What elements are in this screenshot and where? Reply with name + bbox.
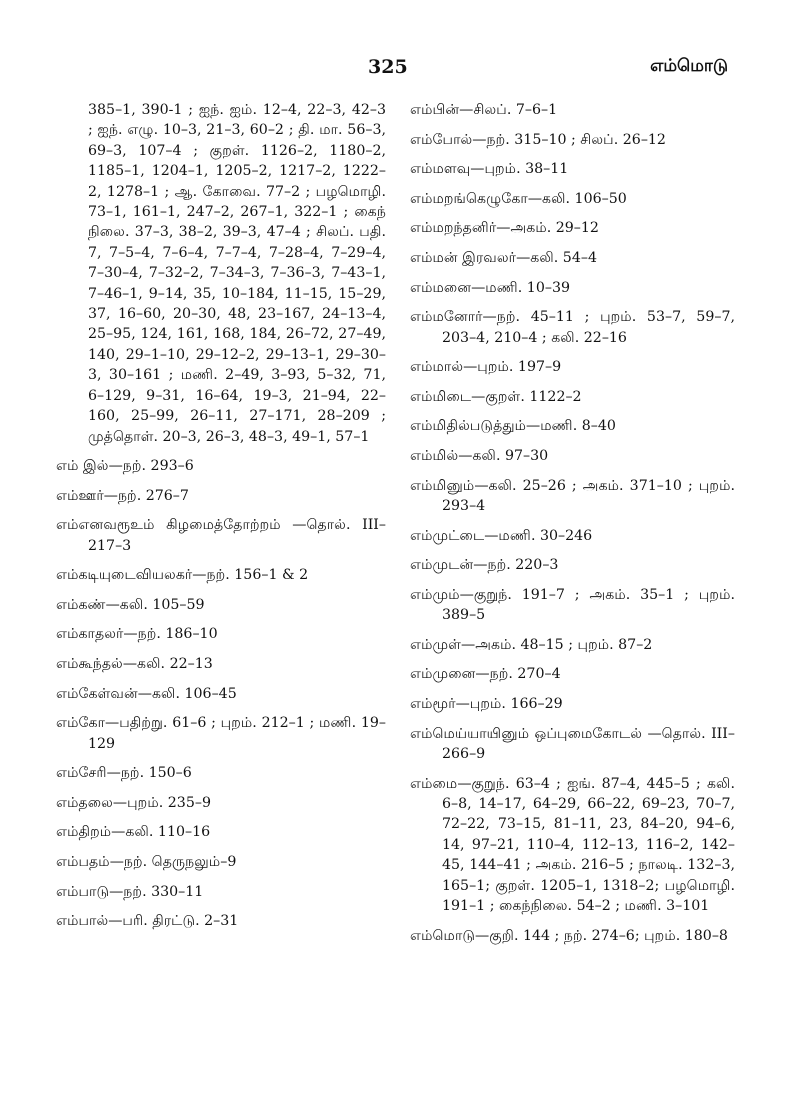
index-entry-continuation: 385–1, 390-1 ; ஐந். ஐம். 12–4, 22–3, 42–3 ; ஐந். எழு. 10–3, 21–3, 60–2 ; தி. மா. 56–3, 69–3, 107–4 ; குறள். 1126–2, 1180–2, 1185–1, 1204–1, 1205–2, 1217–2, 1222–2, 1278–1 ; ஆ. கோவை. 77–2 ; பழமொழி. 73–1, 161–1, 247–2, 267–1, 322–1 ; கைந் நிலை. 37–3, 38–2, 39–3, 47–4 ; சிலப். பதி. 7, 7–5–4, 7–6–4, 7–7–4, 7–28–4, 7–29–4, 7–30–4, 7–32–2, 7–34–3, 7–36–3, 7–43–1, 7–46–1, 9–14, 35, 10–184, 11–15, 15–29, 37, 16–60, 20–30, 48, 23–167, 24–13–4, 25–95, 124, 161, 168, 184, 26–72, 27–49, 140, 29–1–10, 29–12–2, 29–13–1, 29–30–3, 30–161 ; மணி. 2–49, 3–93, 5–32, 71, 6–129, 9–31, 16–64, 19–3, 21–94, 22–160, 25–99, 26–11, 27–171, 28–209 ; முத்தொள். 20–3, 26–3, 48–3, 49–1, 57–1 <box>88 102 386 445</box>
index-entry: எம்போல்—நற். 315–10 ; சிலப். 26–12 <box>410 131 666 148</box>
index-entry: எம்மால்—புறம். 197–9 <box>410 359 562 376</box>
index-entry: எம்மறங்கெழுகோ—கலி. 106–50 <box>410 190 627 207</box>
index-entry: எம்மன் இரவலர்—கலி. 54–4 <box>410 249 597 266</box>
index-entry: எம்ஊர்—நற். 276–7 <box>56 487 189 504</box>
index-entry: எம்முனை—நற். 270–4 <box>410 666 561 683</box>
index-entry: எம்திறம்—கலி. 110–16 <box>56 824 211 841</box>
index-entry: எம்முட்டை—மணி. 30–246 <box>410 527 593 544</box>
index-entry: எம்மளவு—புறம். 38–11 <box>410 161 569 178</box>
index-entry: எம்மெய்யாயினும் ஒப்புமைகோடல் —தொல். III–266–9 <box>410 725 735 762</box>
index-entry: எம்கடியுடைவியலகர்—நற். 156–1 & 2 <box>56 567 309 584</box>
running-head: எம்மொடு <box>650 56 728 76</box>
index-entry: எம்தலை—புறம். 235–9 <box>56 794 211 811</box>
index-entry: எம்மை—குறுந். 63–4 ; ஐங். 87–4, 445–5 ; கலி. 6–8, 14–17, 64–29, 66–22, 69–23, 70–7, 72–22, 73–15, 81–11, 23, 84–20, 94–6, 14, 97–21, 110–4, 112–13, 116–2, 142–45, 144–41 ; அகம். 216–5 ; நாலடி. 132–3, 165–1; குறள். 1205–1, 1318–2; பழமொழி. 191–1 ; கைந்நிலை. 54–2 ; மணி. 3–101 <box>410 775 735 914</box>
index-entry: எம்மிதில்படுத்தும்—மணி. 8–40 <box>410 418 616 435</box>
index-entry: எம்முடன்—நற். 220–3 <box>410 557 559 574</box>
index-entry: எம்கேள்வன்—கலி. 106–45 <box>56 685 237 702</box>
index-entry: எம்மில்—கலி. 97–30 <box>410 447 549 464</box>
index-entry: எம்கண்—கலி. 105–59 <box>56 596 205 613</box>
index-entry: எம்மிடை—குறள். 1122–2 <box>410 388 582 405</box>
index-entry: எம்மும்—குறுந். 191–7 ; அகம். 35–1 ; புறம். 389–5 <box>410 586 735 624</box>
index-entry: எம்மூர்—புறம். 166–29 <box>410 695 563 712</box>
left-column <box>56 100 386 941</box>
index-entry: எம்கூந்தல்—கலி. 22–13 <box>56 656 213 673</box>
index-entry: எம் இல்—நற். 293–6 <box>56 458 194 475</box>
index-entry: எம்எனவரூஉம் கிழமைத்தோற்றம் —தொல். III–217–3 <box>56 517 386 554</box>
page-number: 325 <box>368 56 408 78</box>
index-entry: எம்மனை—மணி. 10–39 <box>410 279 571 296</box>
index-entry: எம்காதலர்—நற். 186–10 <box>56 626 218 643</box>
index-entry: எம்மறந்தனிர்—அகம். 29–12 <box>410 220 599 237</box>
index-entry: எம்மொடு—குறி. 144 ; நற். 274–6; புறம். 180–8 <box>410 927 728 944</box>
index-entry: எம்பாடு—நற். 330–11 <box>56 883 204 900</box>
index-entry: எம்பால்—பரி. திரட்டு. 2–31 <box>56 913 239 930</box>
index-entry: எம்கோ—பதிற்று. 61–6 ; புறம். 212–1 ; மணி. 19–129 <box>56 715 386 752</box>
index-entry: எம்பின்—சிலப். 7–6–1 <box>410 102 558 118</box>
index-entry: எம்பதம்—நற். தெருநலும்–9 <box>56 854 237 871</box>
right-column <box>410 100 735 955</box>
index-entry: எம்சேரி—நற். 150–6 <box>56 765 192 782</box>
index-entry: எம்முள்—அகம். 48–15 ; புறம். 87–2 <box>410 636 653 653</box>
page-header <box>0 56 800 86</box>
index-entry: எம்மினும்—கலி. 25–26 ; அகம். 371–10 ; புறம். 293–4 <box>410 477 735 514</box>
index-entry: எம்மனோர்—நற். 45–11 ; புறம். 53–7, 59–7, 203–4, 210–4 ; கலி. 22–16 <box>410 309 735 346</box>
